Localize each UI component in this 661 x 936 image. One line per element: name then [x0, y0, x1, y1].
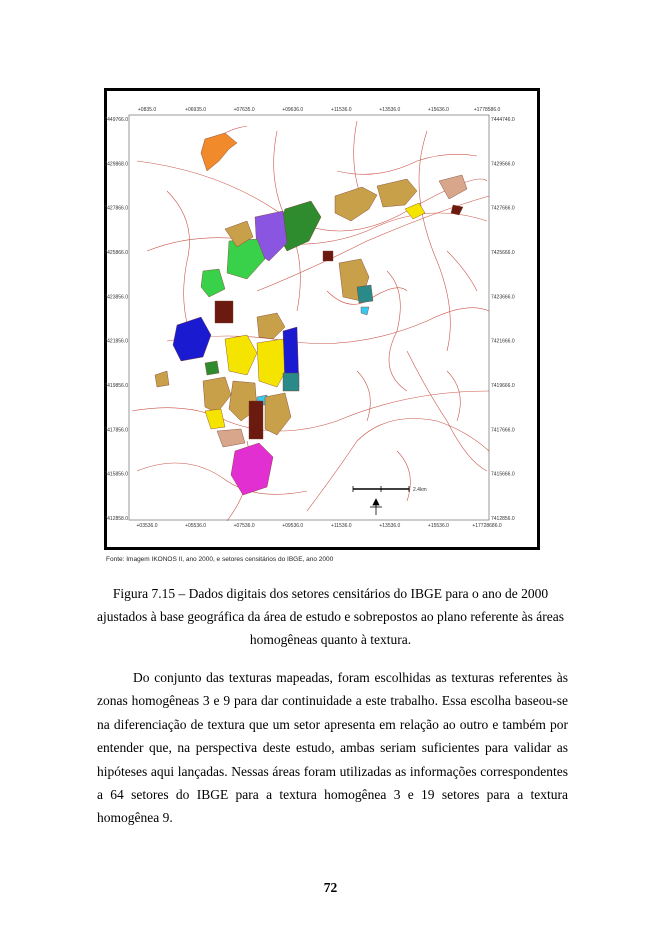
sector-ochre-west-1 [155, 371, 169, 387]
sector-ochre-center-2 [203, 377, 231, 413]
top-tick-label: +13536.0 [379, 107, 401, 113]
figure-source: Fonte: Imagem IKONOS II, ano 2000, e setores censitários do IBGE, ano 2000 [106, 556, 334, 563]
left-tick-label: 7449766.0 [104, 117, 128, 123]
north-arrow-icon [370, 499, 382, 515]
bottom-tick-label: +17728686.0 [472, 523, 502, 529]
left-tick-label: 7425866.0 [104, 250, 128, 256]
sector-brown-ne [451, 205, 463, 215]
road-network [132, 121, 489, 521]
right-tick-label: 7421666.0 [491, 338, 515, 345]
right-tick-label: 7415666.0 [491, 471, 515, 478]
paragraph-text: Do conjunto das texturas mapeadas, foram escolhidas as texturas referentes às zonas homogêneas 3 e 9 para dar continuidade a este trabalho. Essa escolha baseou-se na diferenciação de textura que um setor apresenta em relação ao outro e também por entender que, na perspectiva deste estudo, ambas seriam suficientes para validar as hipóteses aqui lançadas. Nessas áreas foram utilizadas as informações correspondentes a 64 setores do IBGE para a textura homogênea 3 e 19 setores para a textura homogênea 9. [97, 670, 568, 826]
census-sectors-map [104, 91, 537, 547]
sector-tan-south [217, 429, 245, 447]
right-tick-label: 7444746.0 [491, 117, 515, 123]
right-tick-label: 7423666.0 [491, 294, 515, 301]
sector-green-west [205, 361, 219, 375]
right-tick-label: 7427666.0 [491, 205, 515, 212]
top-axis-ticks [138, 107, 501, 113]
bottom-axis-ticks [137, 523, 502, 529]
left-tick-label: 7415856.0 [104, 471, 128, 478]
left-tick-label: 7419856.0 [104, 383, 128, 389]
bottom-tick-label: +05536.0 [185, 523, 207, 529]
top-tick-label: +15636.0 [427, 107, 449, 113]
sector-ochre-ne-1 [335, 187, 377, 221]
left-tick-label: 7423856.0 [104, 294, 128, 301]
right-tick-label: 7412856.0 [491, 516, 515, 522]
bottom-tick-label: +15536.0 [427, 523, 449, 529]
left-tick-label: 7412858.0 [104, 516, 128, 522]
caption-line-1: Figura 7.15 – Dados digitais dos setores censitários do IBGE para o ano de 2000 [112, 586, 549, 601]
top-tick-label: +09636.0 [282, 107, 304, 113]
body-paragraph [97, 666, 568, 830]
top-tick-label: +06935.0 [185, 107, 207, 113]
sector-yellow-center-1 [225, 335, 257, 375]
right-tick-label: 7417666.0 [491, 427, 515, 434]
sector-orange-north [201, 133, 237, 171]
right-tick-label: 7429566.0 [491, 161, 515, 168]
bottom-tick-label: +09536.0 [282, 523, 304, 529]
sector-lime-1 [227, 239, 265, 279]
sector-lime-2 [201, 269, 225, 297]
sector-cyan-1 [361, 307, 369, 315]
top-tick-label: +1778586.0 [473, 107, 501, 113]
sector-magenta-south [231, 443, 273, 495]
sector-ochre-center-1 [257, 313, 285, 339]
sector-tan-ne [439, 175, 467, 199]
top-tick-label: +0835.0 [137, 107, 157, 113]
map-figure [104, 88, 540, 550]
sector-brown-south [249, 401, 263, 439]
left-tick-label: 7429868.0 [104, 161, 128, 168]
bottom-tick-label: +03536.0 [136, 523, 158, 529]
scale-bar [353, 486, 427, 493]
top-tick-label: +07635.0 [233, 107, 255, 113]
bottom-tick-label: +13536.0 [379, 523, 401, 529]
sector-teal-1 [357, 285, 373, 303]
left-tick-label: 7427866.0 [104, 205, 128, 212]
bottom-tick-label: +11536.0 [330, 523, 352, 529]
right-axis-ticks [491, 117, 515, 522]
bottom-tick-label: +07536.0 [233, 523, 255, 529]
left-axis-ticks [104, 117, 128, 522]
sector-ochre-south-1 [265, 393, 291, 435]
left-tick-label: 7421856.0 [104, 338, 128, 345]
right-tick-label: 7419666.0 [491, 383, 515, 389]
sector-brown-small [323, 251, 333, 261]
page-number: 72 [323, 880, 338, 895]
right-tick-label: 7425666.0 [491, 250, 515, 256]
scale-bar-label: 2.4km [413, 487, 427, 493]
sector-ochre-ne-2 [377, 179, 417, 207]
sector-blue-west [173, 317, 211, 361]
figure-caption [60, 582, 601, 651]
sector-yellow-center-3 [205, 409, 225, 429]
sector-brown-mid [215, 301, 233, 323]
caption-line-3: homogêneas quanto à textura. [249, 632, 412, 647]
sector-teal-center [283, 373, 299, 391]
left-tick-label: 7417856.0 [104, 427, 128, 434]
sector-polygons [155, 133, 467, 495]
top-tick-label: +11536.0 [330, 107, 352, 113]
caption-line-2: ajustados à base geográfica da área de estudo e sobrepostos ao plano referente às áreas [96, 609, 565, 624]
